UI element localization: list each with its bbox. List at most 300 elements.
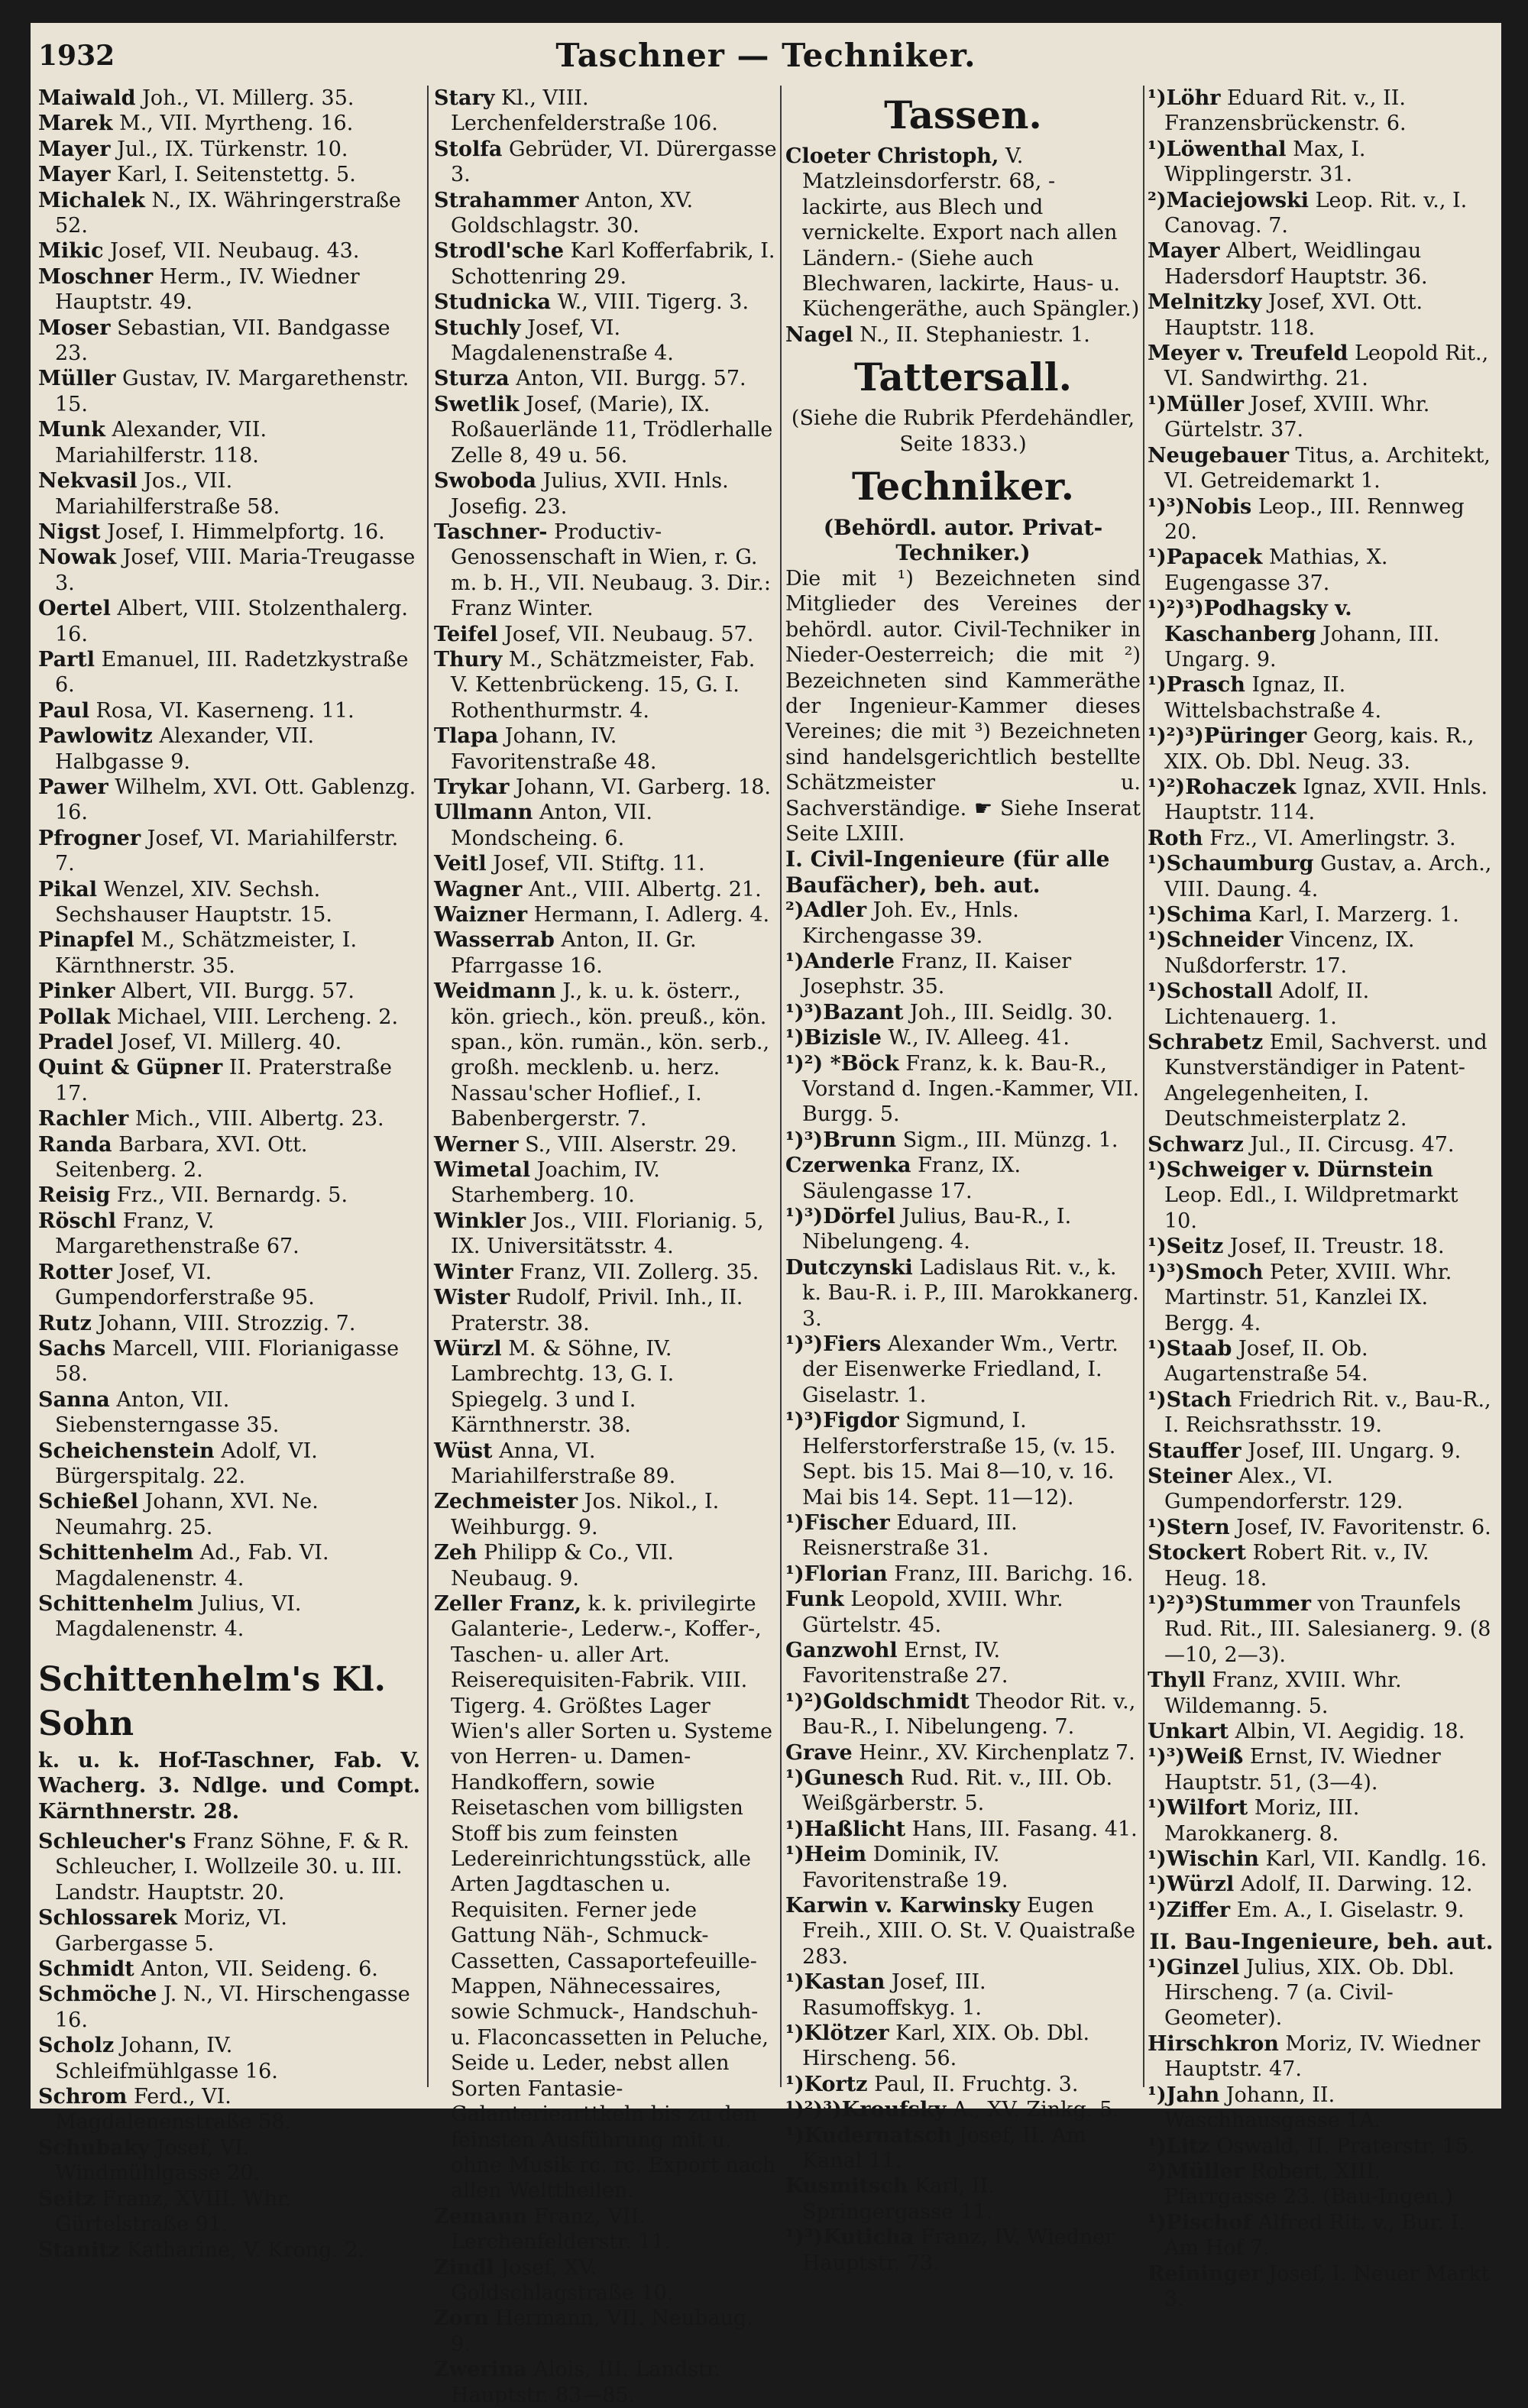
directory-entry bbox=[1148, 290, 1495, 341]
entry-details: Josef, XV. Goldschlagstraße 10. bbox=[451, 2255, 674, 2305]
directory-entry bbox=[38, 1132, 420, 1183]
directory-entry bbox=[38, 519, 420, 545]
entry-name: Oertel bbox=[38, 597, 111, 621]
entry-details: Josef, I. Himmelpfortg. 16. bbox=[100, 519, 385, 544]
entry-name: Ganzwohl bbox=[785, 1638, 898, 1662]
directory-entry bbox=[1148, 2031, 1495, 2083]
directory-entry bbox=[434, 902, 778, 927]
entry-details: Josef, VIII. Maria-Treugasse 3. bbox=[55, 545, 416, 595]
entry-name: Moser bbox=[38, 316, 111, 340]
entry-details: Johann, III. Ungarg. 9. bbox=[1164, 622, 1440, 672]
entry-name: Wimetal bbox=[434, 1158, 531, 1183]
entry-name: Meyer v. Treufeld bbox=[1148, 341, 1348, 366]
directory-entry bbox=[1148, 1234, 1495, 1259]
entry-name: ¹)³)Weiß bbox=[1148, 1745, 1244, 1769]
entry-name: ¹)Ginzel bbox=[1148, 1955, 1240, 1979]
directory-entry bbox=[38, 1387, 420, 1439]
directory-entry bbox=[38, 1055, 420, 1106]
entry-details: Josef, VI. Gumpendorferstraße 95. bbox=[55, 1260, 315, 1310]
directory-entry bbox=[434, 316, 778, 367]
directory-entry bbox=[785, 1204, 1141, 1255]
entry-details: Theodor Rit. v., Bau-R., I. Nibelungeng. 7. bbox=[802, 1689, 1136, 1740]
entry-name: Funk bbox=[785, 1588, 844, 1612]
directory-entry bbox=[434, 775, 778, 800]
entry-name: Swoboda bbox=[434, 469, 537, 494]
entry-details: Franz, XVIII. Whr. Wildemanng. 5. bbox=[1164, 1668, 1402, 1718]
entry-name: Quint & Güpner bbox=[38, 1056, 223, 1080]
entry-name: ¹)Prasch bbox=[1148, 673, 1245, 697]
entry-name: ²)Adler bbox=[785, 898, 867, 923]
entry-name: Nowak bbox=[38, 545, 117, 570]
entry-name: ¹)³)Nobis bbox=[1148, 494, 1252, 519]
entry-details: Alois, III. Landstr. Hauptstr. 83—85. bbox=[451, 2358, 721, 2407]
directory-entry bbox=[1148, 1132, 1495, 1157]
directory-entry bbox=[1148, 341, 1495, 392]
entry-details: Max, I. Wipplingerstr. 31. bbox=[1164, 137, 1366, 187]
entry-name: Maiwald bbox=[38, 86, 136, 110]
directory-entry bbox=[434, 800, 778, 851]
entry-details: Leop., III. Rennweg 20. bbox=[1164, 494, 1465, 544]
entry-name: ²)Maciejowski bbox=[1148, 188, 1309, 212]
entry-details: Josef, VII. Stiftg. 11. bbox=[486, 852, 705, 876]
entry-details: Friedrich Rit. v., Bau-R., I. Reichsrathsstr. 19. bbox=[1164, 1387, 1491, 1438]
entry-details: Wenzel, XIV. Sechsh. Sechshauser Hauptstr. 15. bbox=[55, 877, 332, 927]
entry-name: Müller bbox=[38, 367, 116, 391]
directory-entry bbox=[434, 2306, 778, 2357]
directory-entry bbox=[1148, 2210, 1495, 2261]
entry-name: Stuchly bbox=[434, 316, 521, 340]
entry-name: ¹)³)Bazant bbox=[785, 1000, 904, 1024]
entry-details: Adolf, II. Lichtenauerg. 1. bbox=[1164, 979, 1370, 1029]
entry-details: Frz., VII. Bernardg. 5. bbox=[110, 1183, 348, 1208]
entry-details: Eduard, III. Reisnerstraße 31. bbox=[802, 1510, 1018, 1561]
entry-details: Franz, II. Kaiser Josephstr. 35. bbox=[802, 949, 1072, 999]
entry-name: Sachs bbox=[38, 1336, 106, 1361]
entry-name: Weidmann bbox=[434, 979, 556, 1004]
entry-name: Kusmitsch bbox=[785, 2174, 908, 2199]
entry-name: Munk bbox=[38, 418, 105, 442]
entry-name: Mayer bbox=[1148, 239, 1220, 264]
entry-details: Adolf, II. Darwing. 12. bbox=[1234, 1872, 1473, 1897]
directory-entry bbox=[38, 1489, 420, 1540]
entry-name: ¹)³)Smoch bbox=[1148, 1260, 1264, 1284]
directory-entry bbox=[434, 927, 778, 979]
entry-details: Rudolf, Privil. Inh., II. Praterstr. 38. bbox=[451, 1286, 743, 1335]
entry-name: ¹)²)³)Kroufsky bbox=[785, 2098, 947, 2122]
directory-entry bbox=[785, 1255, 1141, 1332]
entry-details: Alexander, VII. Mariahilferstr. 118. bbox=[55, 418, 267, 468]
entry-name: ¹)Schneider bbox=[1148, 928, 1284, 953]
entry-name: Swetlik bbox=[434, 392, 520, 416]
entry-name: Teifel bbox=[434, 622, 498, 646]
entry-name: ¹)Schostall bbox=[1148, 979, 1273, 1004]
directory-entry bbox=[38, 927, 420, 979]
entry-details: Marcell, VIII. Florianigasse 58. bbox=[55, 1336, 400, 1387]
entry-name: ¹)Kastan bbox=[785, 1970, 885, 1995]
entry-details: Kl., VIII. Lerchenfelderstraße 106. bbox=[451, 86, 718, 136]
entry-name: ¹)Anderle bbox=[785, 949, 895, 973]
entry-name: Grave bbox=[785, 1740, 853, 1765]
entry-name: Stanitz bbox=[38, 2238, 121, 2262]
directory-entry bbox=[785, 1025, 1141, 1050]
entry-name: Zemann bbox=[434, 2204, 528, 2228]
directory-entry bbox=[1148, 1744, 1495, 1795]
entry-details: Johann, VI. Garberg. 18. bbox=[509, 775, 772, 799]
entry-name: ¹)Staab bbox=[1148, 1336, 1232, 1361]
directory-entry bbox=[785, 949, 1141, 1000]
entry-name: ¹)Pischof bbox=[1148, 2210, 1252, 2235]
directory-entry bbox=[1148, 979, 1495, 1030]
directory-entry bbox=[434, 86, 778, 137]
directory-entry bbox=[434, 392, 778, 468]
entry-name: Schmöche bbox=[38, 1982, 157, 2007]
entry-details: Vincenz, IX. Nußdorferstr. 17. bbox=[1164, 928, 1415, 978]
entry-name: Pollak bbox=[38, 1005, 111, 1029]
entry-name: Wister bbox=[434, 1286, 510, 1310]
entry-name: Cloeter Christoph, bbox=[785, 144, 999, 168]
directory-entry bbox=[1148, 1464, 1495, 1515]
entry-name: Reisig bbox=[38, 1183, 111, 1208]
entry-name: Pawlowitz bbox=[38, 724, 153, 749]
directory-entry bbox=[1148, 775, 1495, 826]
directory-entry bbox=[785, 322, 1141, 348]
entry-details: Jul., II. Circusg. 47. bbox=[1243, 1132, 1455, 1157]
entry-name: ¹)Ziffer bbox=[1148, 1898, 1231, 1922]
directory-entry bbox=[434, 238, 778, 290]
entry-details: Frz., VI. Amerlingstr. 3. bbox=[1203, 826, 1456, 850]
entry-details: Jos. Nikol., I. Weihburgg. 9. bbox=[451, 1490, 720, 1539]
directory-entry bbox=[38, 1030, 420, 1055]
directory-entry bbox=[1148, 494, 1495, 545]
entry-name: Zorn bbox=[434, 2306, 489, 2331]
column-rule bbox=[780, 86, 782, 2087]
entry-details: II. Praterstraße 17. bbox=[55, 1056, 393, 1105]
entry-details: Gustav, a. Arch., VIII. Daung. 4. bbox=[1164, 852, 1492, 901]
directory-entry bbox=[434, 1540, 778, 1591]
entry-details: Anton, VII. Burgg. 57. bbox=[509, 367, 746, 391]
entry-name: Nekvasil bbox=[38, 469, 138, 494]
directory-entry bbox=[785, 2173, 1141, 2225]
entry-name: Scholz bbox=[38, 2034, 115, 2058]
entry-details: Albin, VI. Aegidig. 18. bbox=[1229, 1720, 1465, 1743]
directory-entry bbox=[1148, 927, 1495, 979]
entry-name: Pikal bbox=[38, 877, 98, 901]
directory-entry bbox=[1148, 188, 1495, 239]
directory-entry bbox=[434, 137, 778, 188]
entry-details: Alfred Rit. v., Bur. I. Am Hof 7. bbox=[1164, 2210, 1465, 2261]
directory-entry bbox=[434, 851, 778, 876]
directory-entry bbox=[434, 877, 778, 902]
directory-entry bbox=[1148, 1846, 1495, 1872]
directory-entry bbox=[434, 188, 778, 239]
entry-details: Robert, XIII. Pfarrgasse 23. (Bau-Ingen.) bbox=[1164, 2159, 1454, 2209]
entry-name: Schlossarek bbox=[38, 1906, 177, 1931]
directory-entry bbox=[434, 1209, 778, 1260]
entry-name: Zindl bbox=[434, 2255, 494, 2280]
directory-entry bbox=[434, 366, 778, 391]
entry-details: Gebrüder, VI. Dürergasse 3. bbox=[451, 137, 777, 187]
entry-details: Karl, II. Springergasse 11. bbox=[802, 2174, 995, 2224]
entry-details: Josef, VI. Windmühlgasse 20. bbox=[55, 2135, 261, 2186]
directory-entry bbox=[38, 111, 420, 136]
entry-name: ¹)Stern bbox=[1148, 1515, 1230, 1539]
entry-name: ¹)Schweiger v. Dürnstein bbox=[1148, 1158, 1433, 1183]
entry-details: Ernst, IV. Wiedner Hauptstr. 51, (3—4). bbox=[1164, 1745, 1441, 1795]
directory-entry bbox=[38, 877, 420, 928]
entry-details: Ignaz, II. Wittelsbachstraße 4. bbox=[1164, 673, 1382, 723]
entry-details: Adolf, VI. Bürgerspitalg. 22. bbox=[55, 1439, 318, 1488]
directory-entry bbox=[785, 2225, 1141, 2276]
entry-details: J., k. u. k. österr., kön. griech., kön. preuß., kön. span., kön. rumän., kön. serb., großh. mecklenb. u. herz. Nassau'scher Hoflief., I. Babenbergerstr. 7. bbox=[451, 979, 770, 1131]
entry-details: Joh., VI. Millerg. 35. bbox=[135, 86, 354, 110]
entry-name: ¹)Heim bbox=[785, 1843, 867, 1867]
entry-details: Rosa, VI. Kaserneng. 11. bbox=[89, 698, 354, 723]
techniker-intro: Die mit ¹) Bezeichneten sind Mitglieder des Vereines der behördl. autor. Civil-Techniker in Nieder-Oesterreich; die mit ²) Bezeichneten sind Kammeräthe der Ingenieur-Kammer dieses Vereines; die mit ³) Bezeichneten sind handelsgerichtlich bestellte Schätzmeister u. Sachverständige. ☛ Siehe Inserat Seite LXIII. bbox=[785, 566, 1141, 846]
entry-name: Trykar bbox=[434, 775, 510, 799]
directory-entry bbox=[434, 1157, 778, 1209]
directory-entry bbox=[1148, 1719, 1495, 1744]
entry-details: Leopold, XVIII. Whr. Gürtelstr. 45. bbox=[802, 1588, 1063, 1637]
directory-entry bbox=[38, 647, 420, 698]
entry-details: Ladislaus Rit. v., k. k. Bau-R. i. P., III. Marokkanerg. 3. bbox=[802, 1255, 1139, 1331]
entry-details: Michael, VIII. Lercheng. 2. bbox=[110, 1005, 399, 1029]
directory-entry bbox=[785, 1689, 1141, 1740]
entry-details: Karl, XIX. Ob. Dbl. Hirscheng. 56. bbox=[802, 2021, 1090, 2071]
directory-entry bbox=[785, 1051, 1141, 1128]
entry-details: Moriz, IV. Wiedner Hauptstr. 47. bbox=[1164, 2031, 1481, 2082]
entry-details: Hermann, VII. Neubaug. 9. bbox=[451, 2306, 753, 2356]
entry-details: Ad., Fab. VI. Magdalenenstr. 4. bbox=[55, 1541, 329, 1591]
section-heading-tassen: Tassen. bbox=[884, 92, 1042, 138]
entry-name: Melnitzky bbox=[1148, 290, 1262, 315]
entry-details: A., XV. Zinkg. 5. bbox=[946, 2098, 1119, 2122]
entry-details: Paul, II. Fruchtg. 3. bbox=[867, 2072, 1079, 2096]
directory-entry bbox=[38, 1209, 420, 1260]
directory-entry bbox=[1148, 2261, 1495, 2313]
entry-name: Mikic bbox=[38, 239, 104, 264]
entry-name: Paul bbox=[38, 698, 89, 723]
entry-name: ¹)²)³)Stummer bbox=[1148, 1591, 1311, 1616]
directory-entry bbox=[38, 1982, 420, 2033]
entry-details: Georg, kais. R., XIX. Ob. Dbl. Neug. 33. bbox=[1164, 724, 1475, 774]
taschner-list bbox=[38, 86, 420, 1643]
entry-name: Winter bbox=[434, 1260, 513, 1284]
directory-entry bbox=[38, 1311, 420, 1336]
entry-details: Ernst, IV. Favoritenstraße 27. bbox=[802, 1638, 1008, 1688]
entry-details: Jul., IX. Türkenstr. 10. bbox=[110, 137, 348, 161]
directory-entry bbox=[1148, 1898, 1495, 1923]
entry-name: ¹)²)³)Püringer bbox=[1148, 724, 1307, 749]
directory-entry bbox=[434, 1285, 778, 1336]
entry-name: Tlapa bbox=[434, 724, 499, 749]
entry-name: Strahammer bbox=[434, 188, 579, 212]
entry-details: Anton, VII. Siebensterngasse 35. bbox=[55, 1387, 280, 1438]
directory-entry bbox=[38, 826, 420, 877]
taschner-list-2 bbox=[434, 86, 778, 2408]
entry-details: Joachim, IV. Starhemberg. 10. bbox=[451, 1158, 660, 1208]
entry-name: ¹)Müller bbox=[1148, 392, 1245, 416]
entry-details: Leop. Edl., I. Wildpretmarkt 10. bbox=[1164, 1183, 1458, 1233]
directory-entry bbox=[1148, 238, 1495, 290]
entry-name: ¹)Fischer bbox=[785, 1510, 890, 1535]
entry-name: Schittenhelm bbox=[38, 1591, 194, 1616]
entry-details: W., VIII. Tigerg. 3. bbox=[551, 290, 749, 315]
directory-entry bbox=[785, 1153, 1141, 1204]
directory-entry bbox=[38, 1260, 420, 1311]
entry-details: Joh., III. Seidlg. 30. bbox=[903, 1000, 1113, 1024]
directory-entry bbox=[1148, 1668, 1495, 1719]
directory-entry bbox=[38, 137, 420, 162]
entry-name: ¹)Haßlicht bbox=[785, 1817, 906, 1841]
entry-details: Josef, VI. Mariahilferstr. 7. bbox=[55, 826, 399, 876]
entry-details: Sigm., III. Münzg. 1. bbox=[896, 1128, 1118, 1152]
entry-details: Franz, IV. Wiedner Hauptstr. 73. bbox=[802, 2225, 1115, 2275]
entry-details: M., Schätzmeister, I. Kärnthnerstr. 35. bbox=[55, 928, 358, 978]
directory-entry bbox=[38, 2186, 420, 2238]
entry-details: Franz, k. k. Bau-R., Vorstand d. Ingen.-Kammer, VII. Burgg. 5. bbox=[802, 1051, 1140, 1127]
directory-entry bbox=[38, 1439, 420, 1490]
directory-entry bbox=[38, 1829, 420, 1905]
entry-name: Schießel bbox=[38, 1490, 138, 1514]
directory-entry bbox=[785, 2123, 1141, 2174]
directory-entry bbox=[38, 468, 420, 519]
entry-name: Studnicka bbox=[434, 290, 552, 315]
entry-name: Schmidt bbox=[38, 1957, 134, 1982]
entry-name: Scheichenstein bbox=[38, 1439, 215, 1463]
directory-entry bbox=[38, 1336, 420, 1387]
entry-name: ¹)Klötzer bbox=[785, 2021, 889, 2046]
directory-entry bbox=[1148, 2083, 1495, 2134]
entry-name: Werner bbox=[434, 1132, 519, 1157]
directory-entry bbox=[1148, 1515, 1495, 1540]
entry-details: Julius, XIX. Ob. Dbl. Hirscheng. 7 (a. Civil-Geometer). bbox=[1164, 1955, 1455, 2031]
directory-entry bbox=[38, 366, 420, 417]
bau-engineers-heading: II. Bau-Ingenieure, beh. aut. bbox=[1149, 1929, 1494, 1955]
directory-page bbox=[31, 23, 1501, 2407]
entry-details: Josef, VII. Neubaug. 43. bbox=[103, 239, 360, 264]
entry-name: ¹)Litz bbox=[1148, 2134, 1210, 2158]
entry-details: Mathias, X. Eugengasse 37. bbox=[1164, 545, 1388, 595]
entry-details: Franz, V. Margarethenstraße 67. bbox=[55, 1209, 299, 1259]
entry-name: Wasserrab bbox=[434, 928, 555, 953]
bau-engineers-list bbox=[1148, 1955, 1495, 2313]
entry-details: Philipp & Co., VII. Neubaug. 9. bbox=[451, 1541, 674, 1591]
entry-details: Barbara, XVI. Ott. Seitenberg. 2. bbox=[55, 1132, 308, 1183]
entry-details: Ferd., VI. Magdalenenstraße 58. bbox=[55, 2085, 292, 2135]
entry-details: Albert, VII. Burgg. 57. bbox=[115, 979, 355, 1004]
directory-entry bbox=[1148, 826, 1495, 851]
directory-entry bbox=[785, 1562, 1141, 1587]
techniker-subheading: (Behördl. autor. Privat-Techniker.) bbox=[823, 515, 1103, 566]
directory-entry bbox=[38, 979, 420, 1004]
entry-name: Pinker bbox=[38, 979, 115, 1004]
entry-details: Ignaz, XVII. Hnls. Hauptstr. 114. bbox=[1164, 775, 1488, 825]
entry-details: Ant., VIII. Albertg. 21. bbox=[522, 877, 762, 901]
directory-entry bbox=[785, 1000, 1141, 1025]
entry-name: ¹)Bizisle bbox=[785, 1026, 882, 1050]
entry-details: Karl, I. Seitenstettg. 5. bbox=[110, 163, 356, 187]
entry-details: Jos., VII. Mariahilferstraße 58. bbox=[55, 469, 280, 519]
entry-name: Schrom bbox=[38, 2085, 128, 2109]
directory-entry bbox=[434, 468, 778, 519]
entry-details: Anton, II. Gr. Pfarrgasse 16. bbox=[451, 928, 697, 978]
entry-name: Stary bbox=[434, 86, 495, 110]
entry-details: N., II. Stephaniestr. 1. bbox=[853, 322, 1090, 347]
entry-name: ¹)Wilfort bbox=[1148, 1796, 1248, 1821]
directory-entry bbox=[434, 1260, 778, 1285]
directory-entry bbox=[434, 979, 778, 1131]
directory-entry bbox=[434, 1489, 778, 1540]
entry-details: Johann, IV. Schleifmühlgasse 16. bbox=[55, 2034, 278, 2083]
column-rule bbox=[1143, 86, 1144, 2087]
entry-name: Reininger bbox=[1148, 2261, 1262, 2286]
directory-entry bbox=[38, 2238, 420, 2263]
entry-details: Herm., IV. Wiedner Hauptstr. 49. bbox=[55, 264, 360, 315]
entry-name: ¹)³)Kuticha bbox=[785, 2225, 914, 2250]
directory-entry bbox=[1148, 2134, 1495, 2159]
entry-details: Heinr., XV. Kirchenplatz 7. bbox=[852, 1740, 1135, 1765]
directory-entry bbox=[38, 188, 420, 239]
entry-details: Josef, III. Ungarg. 9. bbox=[1241, 1439, 1462, 1463]
directory-entry bbox=[38, 162, 420, 187]
entry-name: Pinapfel bbox=[38, 928, 134, 953]
directory-entry bbox=[1148, 2159, 1495, 2210]
directory-entry bbox=[1148, 1157, 1495, 1234]
entry-details: Josef, II. Am Kanal 11. bbox=[802, 2123, 1086, 2173]
directory-entry bbox=[1148, 596, 1495, 672]
entry-details: M., Schätzmeister, Fab. V. Kettenbrückeng. 15, G. I. Rothenthurmstr. 4. bbox=[451, 647, 756, 723]
entry-name: Zeller Franz, bbox=[434, 1591, 581, 1616]
entry-name: ¹)Kortz bbox=[785, 2072, 868, 2096]
entry-name: Michalek bbox=[38, 188, 145, 212]
directory-entry bbox=[38, 264, 420, 316]
entry-name: Veitl bbox=[434, 852, 487, 876]
entry-details: Alexander Wm., Vertr. der Eisenwerke Friedland, I. Giselastr. 1. bbox=[802, 1332, 1118, 1407]
entry-name: Partl bbox=[38, 647, 96, 672]
entry-name: ¹)Kudernatsch bbox=[785, 2123, 953, 2147]
entry-name: Seitz bbox=[38, 2186, 96, 2211]
entry-details: Anton, VII. Seideng. 6. bbox=[134, 1957, 378, 1982]
entry-name: Unkart bbox=[1148, 1720, 1229, 1743]
directory-entry bbox=[1148, 1387, 1495, 1439]
directory-entry bbox=[434, 1591, 778, 2204]
entry-name: Wüst bbox=[434, 1439, 493, 1463]
entry-name: Pradel bbox=[38, 1031, 114, 1055]
directory-entry bbox=[38, 238, 420, 264]
directory-entry bbox=[434, 2357, 778, 2408]
entry-details: Johann, IV. Favoritenstraße 48. bbox=[451, 724, 657, 774]
directory-entry bbox=[38, 1540, 420, 1591]
entry-name: ¹)Löhr bbox=[1148, 86, 1221, 110]
column-4 bbox=[1148, 86, 1495, 2311]
entry-details: Mich., VIII. Albertg. 23. bbox=[128, 1107, 384, 1131]
entry-details: Alexander, VII. Halbgasse 9. bbox=[55, 724, 315, 774]
entry-name: Waizner bbox=[434, 903, 528, 927]
entry-name: ¹)Seitz bbox=[1148, 1235, 1224, 1259]
entry-name: ¹)³)Dörfel bbox=[785, 1205, 895, 1229]
entry-name: ¹)Papacek bbox=[1148, 545, 1263, 570]
entry-name: Schittenhelm bbox=[38, 1541, 194, 1565]
civil-engineers-heading: I. Civil-Ingenieure (für alle Baufächer), beh. aut. bbox=[785, 846, 1110, 898]
entry-name: Sanna bbox=[38, 1387, 110, 1412]
entry-details: Josef, IV. Favoritenstr. 6. bbox=[1229, 1515, 1491, 1539]
entry-name: Karwin v. Karwinsky bbox=[785, 1894, 1021, 1918]
directory-entry bbox=[1148, 1260, 1495, 1336]
entry-details: M., VII. Myrtheng. 16. bbox=[112, 112, 354, 136]
column-2 bbox=[434, 86, 778, 2407]
directory-entry bbox=[785, 1638, 1141, 1689]
directory-entry bbox=[785, 2097, 1141, 2122]
